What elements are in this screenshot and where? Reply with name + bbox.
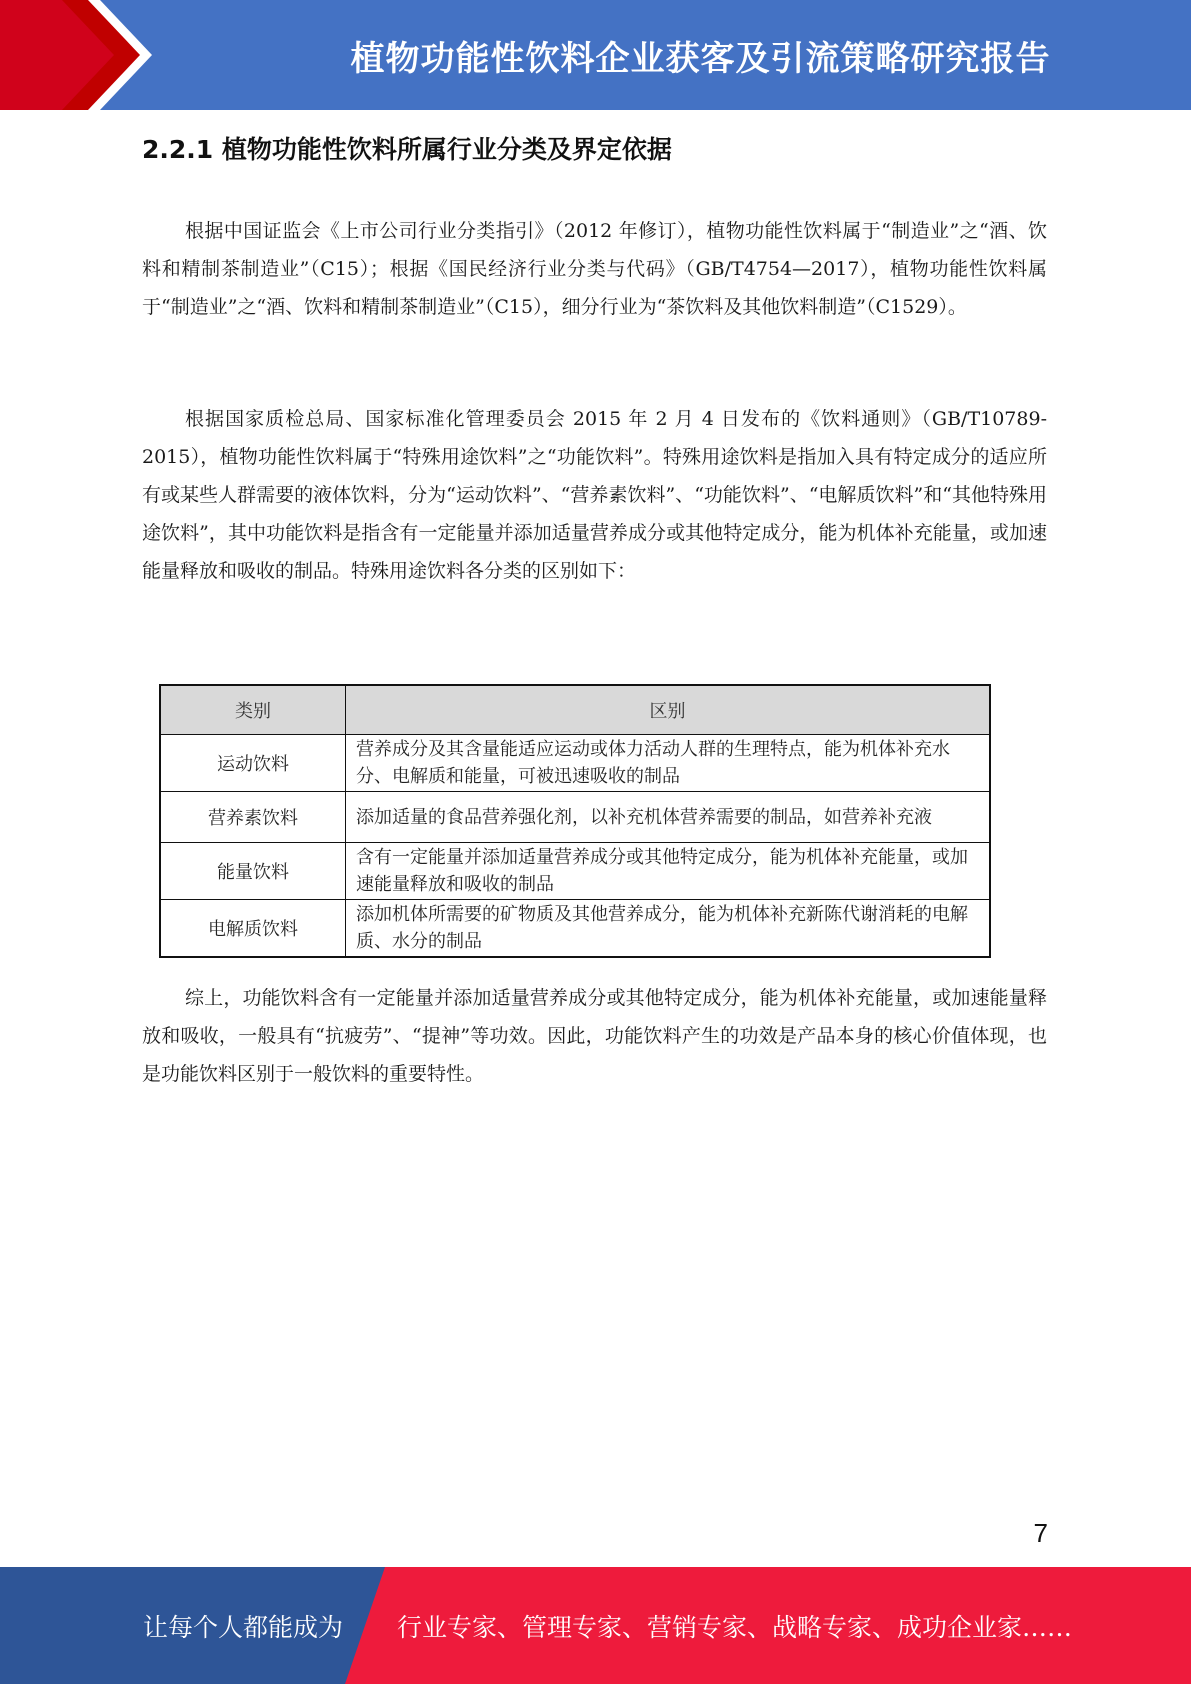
table-row (160, 735, 990, 792)
footer-slogan-right: 行业专家、管理专家、营销专家、战略专家、成功企业家…… (397, 1612, 1073, 1642)
section-heading: 2.2.1 植物功能性饮料所属行业分类及界定依据 (142, 135, 672, 164)
table-cell-category: 电解质饮料 (160, 900, 346, 958)
table-cell-description: 添加机体所需要的矿物质及其他营养成分，能为机体补充新陈代谢消耗的电解质、水分的制品 (346, 900, 991, 958)
table-cell-description: 添加适量的食品营养强化剂，以补充机体营养需要的制品，如营养补充液 (346, 792, 991, 843)
page-header (0, 0, 1191, 110)
table-cell-description: 含有一定能量并添加适量营养成分或其他特定成分，能为机体补充能量，或加速能量释放和吸收的制品 (346, 843, 991, 900)
footer-slogan-left: 让每个人都能成为 (143, 1612, 344, 1642)
header-arrow-decoration (0, 0, 160, 110)
table-row (160, 900, 990, 958)
report-title: 植物功能性饮料企业获客及引流策略研究报告 (350, 38, 1051, 79)
table-cell-description: 营养成分及其含量能适应运动或体力活动人群的生理特点，能为机体补充水分、电解质和能量，可被迅速吸收的制品 (346, 735, 991, 792)
table-cell-category: 运动饮料 (160, 735, 346, 792)
paragraph-industry-classification: 根据中国证监会《上市公司行业分类指引》（2012 年修订），植物功能性饮料属于“制造业”之“酒、饮料和精制茶制造业”（C15）；根据《国民经济行业分类与代码》（GB/T4754—2017），植物功能性饮料属于“制造业”之“酒、饮料和精制茶制造业”（C15），细分行业为“茶饮料及其他饮料制造”（C1529）。 (142, 220, 1047, 318)
table-header-category: 类别 (160, 685, 346, 735)
table-header-difference: 区别 (346, 685, 991, 735)
table-header-row (160, 685, 990, 735)
table-row (160, 843, 990, 900)
page-number: 7 (1033, 1518, 1048, 1548)
table-cell-category: 能量饮料 (160, 843, 346, 900)
classification-table (159, 684, 991, 958)
paragraph-beverage-standard: 根据国家质检总局、国家标准化管理委员会 2015 年 2 月 4 日发布的《饮料通则》（GB/T10789-2015），植物功能性饮料属于“特殊用途饮料”之“功能饮料”。特殊用途饮料是指加入具有特定成分的适应所有或某些人群需要的液体饮料，分为“运动饮料”、“营养素饮料”、“功能饮料”、“电解质饮料”和“其他特殊用途饮料”，其中功能饮料是指含有一定能量并添加适量营养成分或其他特定成分，能为机体补充能量，或加速能量释放和吸收的制品。特殊用途饮料各分类的区别如下： (142, 408, 1047, 582)
classification-table-wrapper (159, 684, 991, 958)
table-cell-category: 营养素饮料 (160, 792, 346, 843)
table-row (160, 792, 990, 843)
paragraph-summary: 综上，功能饮料含有一定能量并添加适量营养成分或其他特定成分，能为机体补充能量，或加速能量释放和吸收，一般具有“抗疲劳”、“提神”等功效。因此，功能饮料产生的功效是产品本身的核心价值体现，也是功能饮料区别于一般饮料的重要特性。 (142, 987, 1047, 1085)
page-footer (0, 1567, 1191, 1684)
